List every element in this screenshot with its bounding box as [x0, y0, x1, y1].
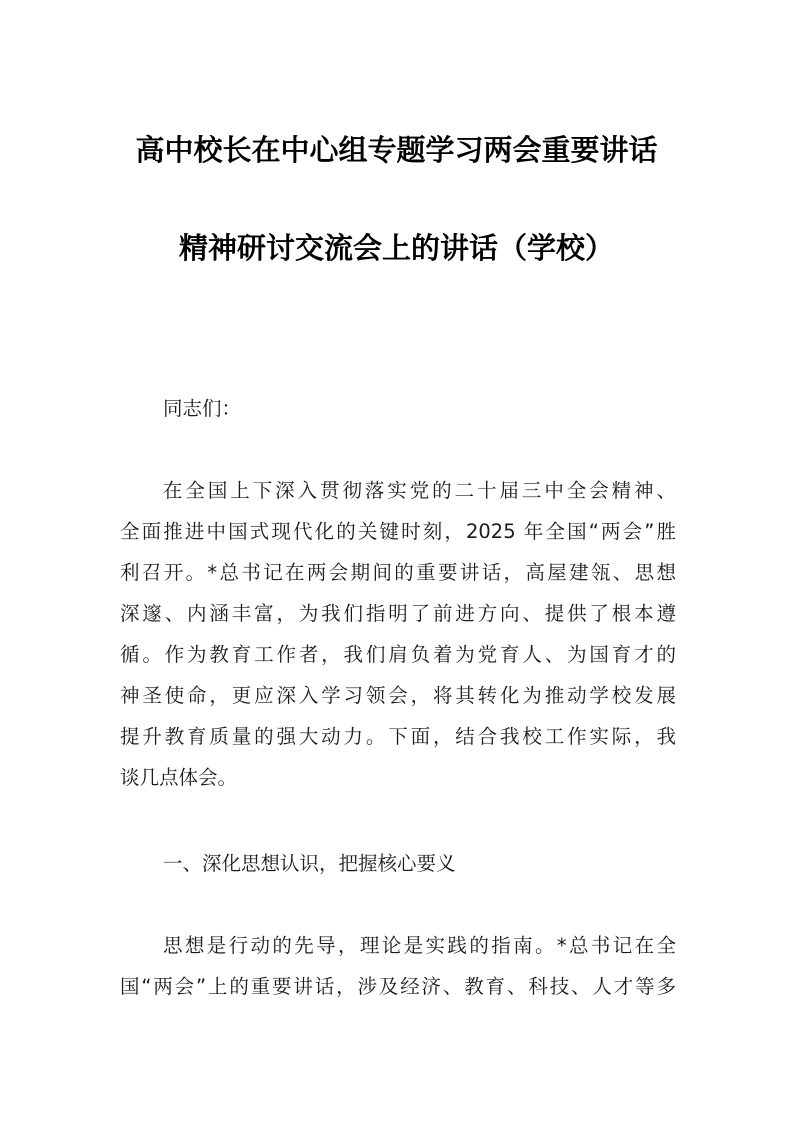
paragraph-1-line-7: 提升教育质量的强大动力。下面，结合我校工作实际，我	[120, 725, 676, 748]
paragraph-1-line-5: 循。作为教育工作者，我们肩负着为党育人、为国育才的	[120, 643, 676, 666]
paragraph-2-line-1: 思想是行动的先导，理论是实践的指南。*总书记在全	[163, 934, 676, 957]
section-heading-1: 一、深化思想认识，把握核心要义	[163, 852, 456, 875]
paragraph-1-line-1: 在全国上下深入贯彻落实党的二十届三中全会精神、	[163, 479, 676, 502]
paragraph-1-line-6: 神圣使命，更应深入学习领会，将其转化为推动学校发展	[120, 684, 676, 707]
paragraph-2-line-2: 国“两会”上的重要讲话，涉及经济、教育、科技、人才等多	[120, 975, 676, 998]
paragraph-1-line-8: 谈几点体会。	[120, 766, 238, 789]
document-title-line-2: 精神研讨交流会上的讲话（学校）	[178, 231, 614, 265]
document-title-line-1: 高中校长在中心组专题学习两会重要讲话	[135, 133, 658, 167]
salutation: 同志们：	[163, 397, 242, 420]
paragraph-1-line-3: 利召开。*总书记在两会期间的重要讲话，高屋建瓴、思想	[120, 561, 676, 584]
paragraph-1-line-4: 深邃、内涵丰富，为我们指明了前进方向、提供了根本遵	[120, 602, 676, 625]
paragraph-1-line-2: 全面推进中国式现代化的关键时刻，2025 年全国“两会”胜	[120, 520, 676, 543]
